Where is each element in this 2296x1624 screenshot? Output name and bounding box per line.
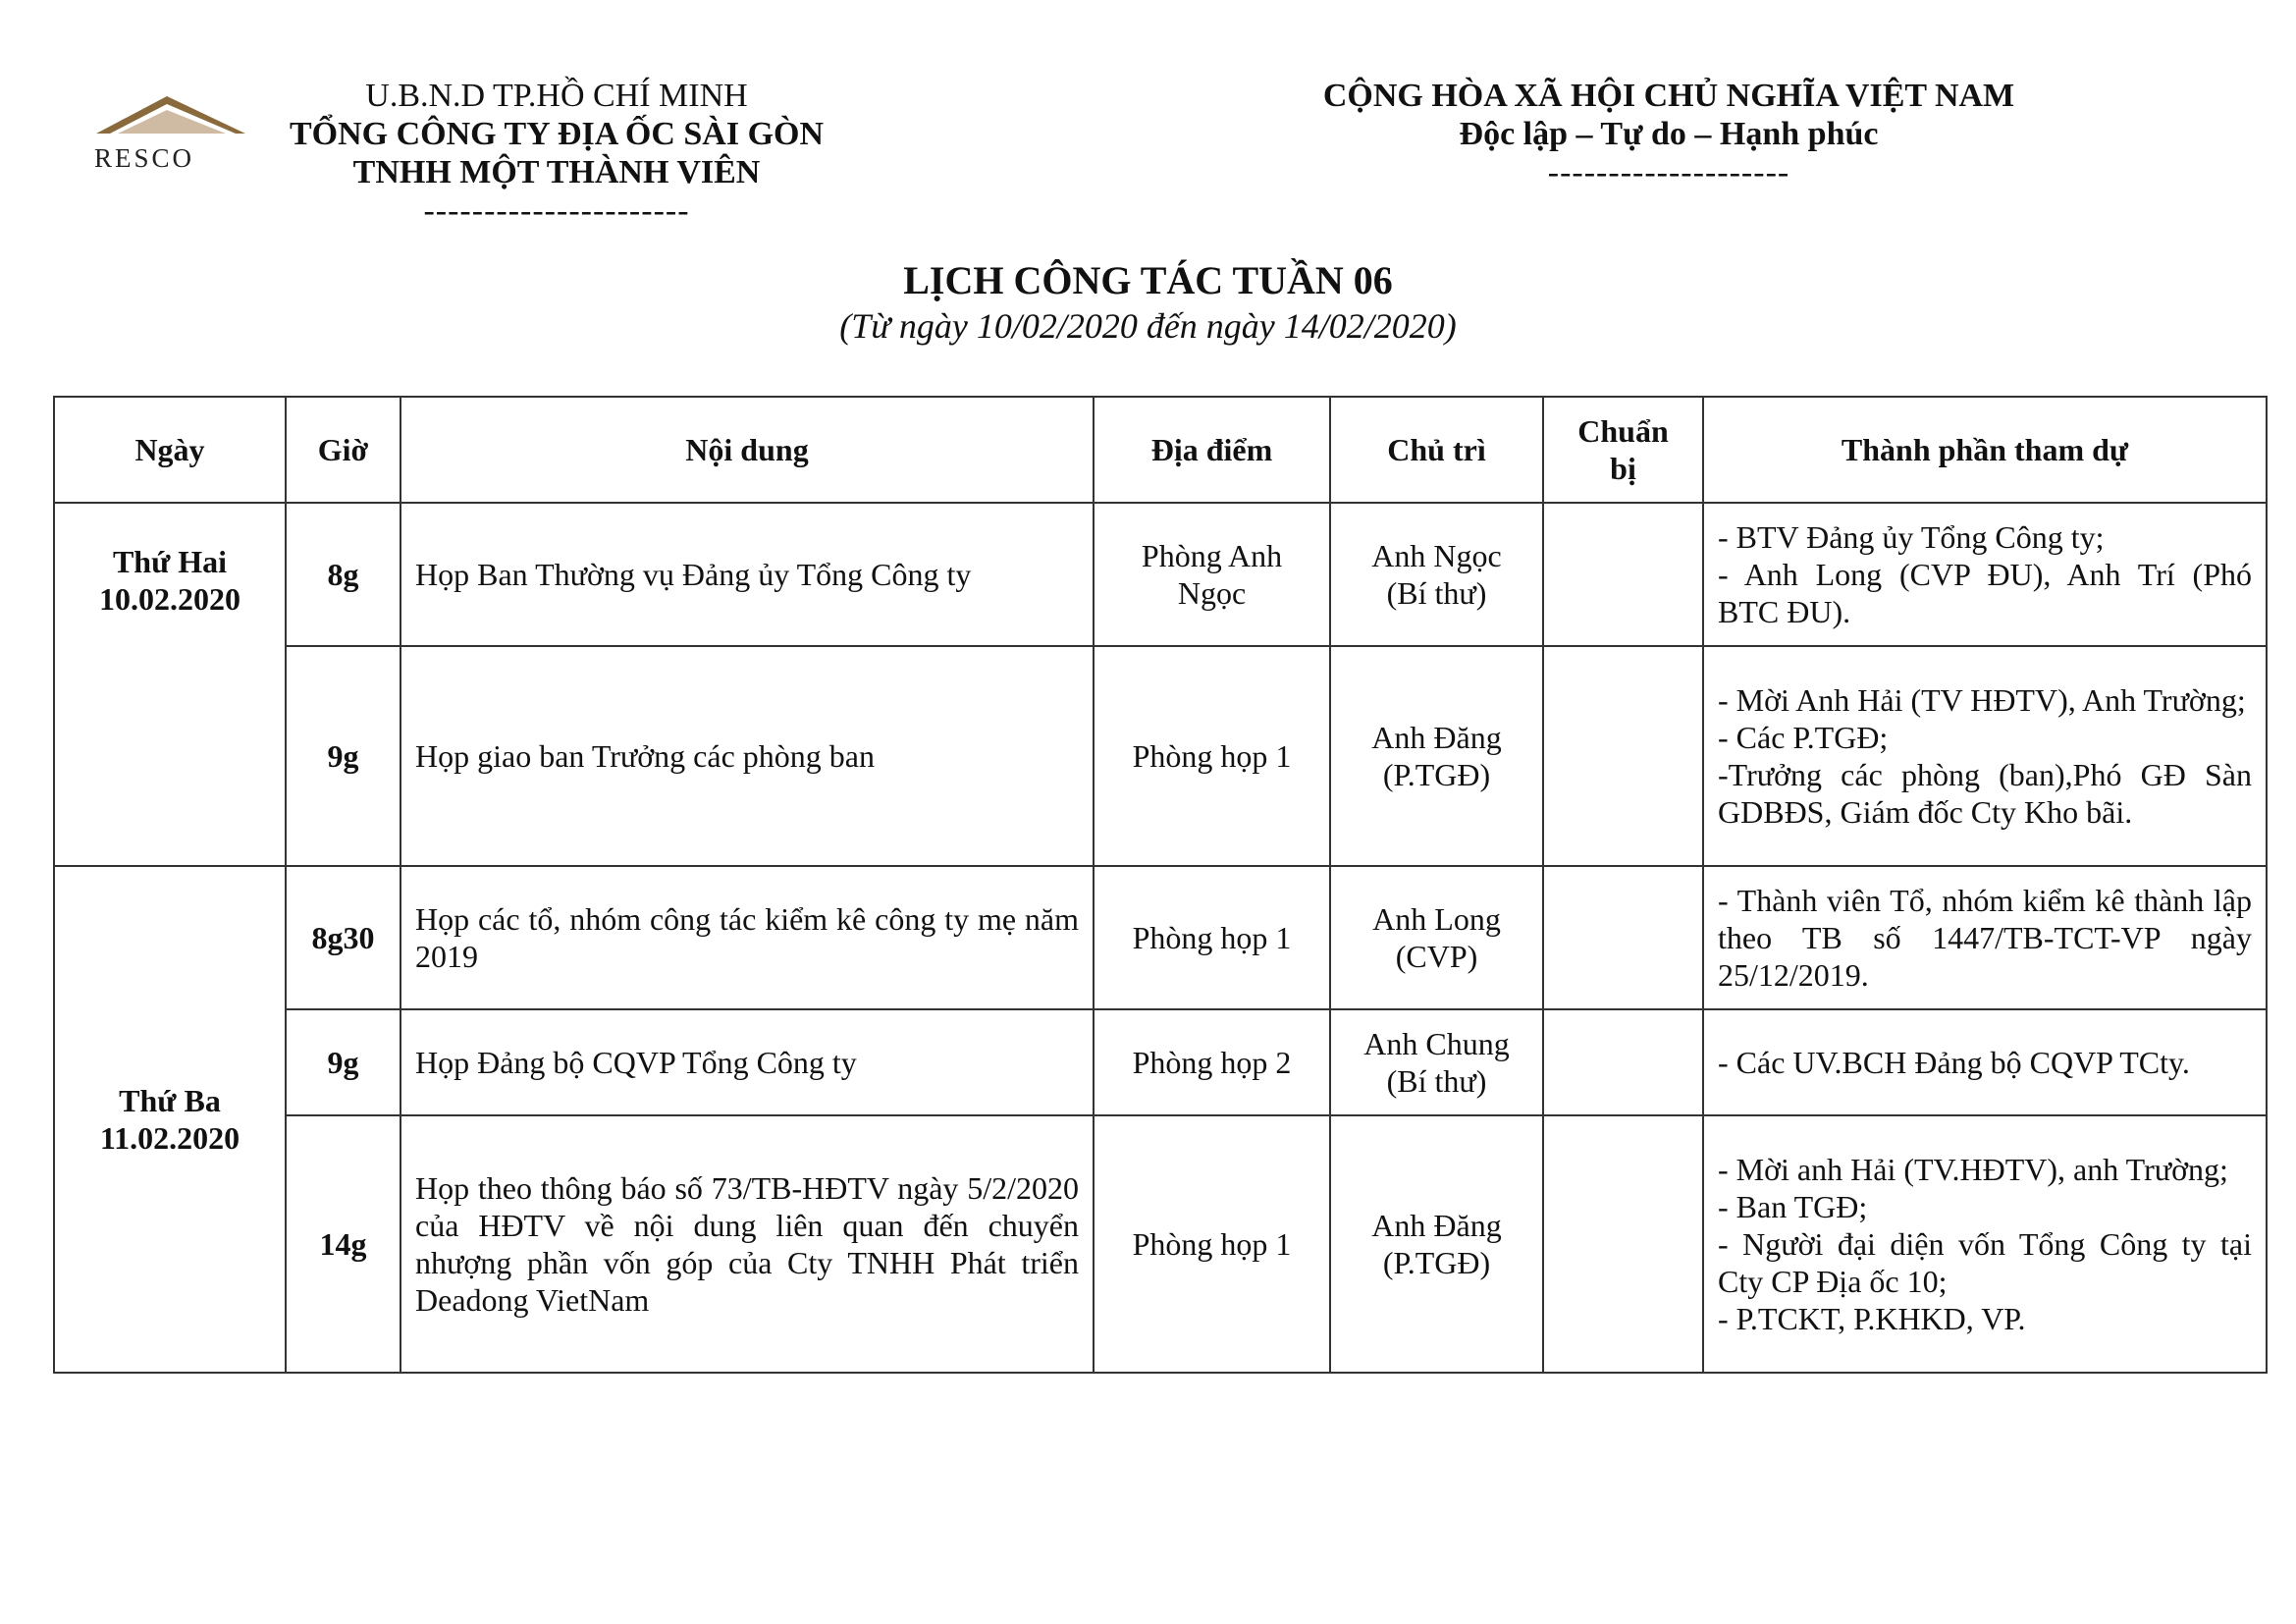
header-place: Địa điểm (1094, 397, 1330, 503)
document-title-block (0, 257, 2296, 348)
table-row (54, 503, 2267, 646)
attendee-line: - Các UV.BCH Đảng bộ CQVP TCty. (1718, 1045, 2190, 1080)
header-content: Nội dung (400, 397, 1094, 503)
header-prep: Chuẩn bị (1543, 397, 1703, 503)
resco-logo (88, 94, 255, 173)
place-cell: Phòng họp 2 (1094, 1009, 1330, 1115)
attendee-line: - Ban TGĐ; (1718, 1189, 1868, 1224)
organization-name (267, 77, 846, 230)
day-cell (54, 503, 286, 866)
day-date: 10.02.2020 (99, 581, 240, 617)
day-cell (54, 866, 286, 1373)
content-cell: Họp giao ban Trưởng các phòng ban (400, 646, 1094, 866)
prep-cell (1543, 503, 1703, 646)
document-title: LỊCH CÔNG TÁC TUẦN 06 (903, 258, 1393, 302)
host-cell (1330, 1115, 1543, 1373)
attendee-line: - Mời anh Hải (TV.HĐTV), anh Trường; (1718, 1152, 2228, 1187)
host-name: Anh Long (1372, 901, 1501, 937)
time-cell: 8g (286, 503, 400, 646)
day-date: 11.02.2020 (99, 1120, 240, 1156)
header-attendees: Thành phần tham dự (1703, 397, 2267, 503)
table-row (54, 866, 2267, 1009)
content-cell: Họp Đảng bộ CQVP Tổng Công ty (400, 1009, 1094, 1115)
logo-text: RESCO (94, 143, 195, 173)
host-name: Anh Chung (1363, 1026, 1510, 1061)
attendee-line: - BTV Đảng ủy Tổng Công ty; (1718, 519, 2105, 555)
attendee-line: - Mời Anh Hải (TV HĐTV), Anh Trường; (1718, 682, 2246, 718)
host-cell (1330, 1009, 1543, 1115)
attendee-line: - Các P.TGĐ; (1718, 720, 1889, 755)
host-cell (1330, 503, 1543, 646)
place-cell: Phòng họp 1 (1094, 646, 1330, 866)
time-cell: 8g30 (286, 866, 400, 1009)
place-cell: Phòng họp 1 (1094, 866, 1330, 1009)
host-role: (Bí thư) (1386, 1063, 1487, 1099)
authority-line: U.B.N.D TP.HỒ CHÍ MINH (365, 78, 748, 114)
time-cell: 9g (286, 646, 400, 866)
place-cell: Phòng Anh Ngọc (1094, 503, 1330, 646)
host-name: Anh Đăng (1371, 720, 1502, 755)
attendee-line: -Trưởng các phòng (ban),Phó GĐ Sàn GDBĐS, Giám đốc Cty Kho bãi. (1718, 757, 2252, 830)
host-cell (1330, 646, 1543, 866)
attendees-cell (1703, 1009, 2267, 1115)
table-row (54, 1115, 2267, 1373)
table-row (54, 646, 2267, 866)
time-cell: 14g (286, 1115, 400, 1373)
header-day: Ngày (54, 397, 286, 503)
place-cell: Phòng họp 1 (1094, 1115, 1330, 1373)
attendee-line: - Thành viên Tổ, nhóm kiểm kê thành lập theo TB số 1447/TB-TCT-VP ngày 25/12/2019. (1718, 883, 2252, 993)
attendees-cell (1703, 866, 2267, 1009)
schedule-table (53, 396, 2268, 1374)
day-name: Thứ Ba (119, 1083, 221, 1118)
table-header-row (54, 397, 2267, 503)
host-name: Anh Ngọc (1371, 538, 1502, 573)
document-subtitle: (Từ ngày 10/02/2020 đến ngày 14/02/2020) (839, 306, 1457, 346)
right-divider: -------------------- (1547, 154, 1790, 190)
time-cell: 9g (286, 1009, 400, 1115)
company-type-line: TNHH MỘT THÀNH VIÊN (352, 154, 761, 190)
content-cell: Họp theo thông báo số 73/TB-HĐTV ngày 5/2/2020 của HĐTV về nội dung liên quan đến chuyển nhượng phần vốn góp của Cty TNHH Phát triển Deadong VietNam (400, 1115, 1094, 1373)
host-role: (Bí thư) (1386, 575, 1487, 611)
attendees-cell (1703, 503, 2267, 646)
content-cell: Họp các tổ, nhóm công tác kiểm kê công ty mẹ năm 2019 (400, 866, 1094, 1009)
prep-cell (1543, 1009, 1703, 1115)
attendee-line: - P.TCKT, P.KHKD, VP. (1718, 1301, 2026, 1336)
host-role: (CVP) (1395, 939, 1478, 974)
host-role: (P.TGĐ) (1382, 757, 1491, 792)
national-motto: Độc lập – Tự do – Hạnh phúc (1459, 116, 1879, 152)
national-header (1296, 77, 2042, 191)
header-host: Chủ trì (1330, 397, 1543, 503)
left-divider: ---------------------- (423, 192, 690, 229)
host-name: Anh Đăng (1371, 1208, 1502, 1243)
host-cell (1330, 866, 1543, 1009)
attendee-line: - Người đại diện vốn Tổng Công ty tại Cty CP Địa ốc 10; (1718, 1226, 2252, 1299)
prep-cell (1543, 1115, 1703, 1373)
day-name: Thứ Hai (112, 544, 228, 579)
header-time: Giờ (286, 397, 400, 503)
attendees-cell (1703, 646, 2267, 866)
prep-cell (1543, 866, 1703, 1009)
attendee-line: - Anh Long (CVP ĐU), Anh Trí (Phó BTC ĐU). (1718, 557, 2252, 629)
content-cell: Họp Ban Thường vụ Đảng ủy Tổng Công ty (400, 503, 1094, 646)
host-role: (P.TGĐ) (1382, 1245, 1491, 1280)
prep-cell (1543, 646, 1703, 866)
national-title: CỘNG HÒA XÃ HỘI CHỦ NGHĨA VIỆT NAM (1322, 78, 2015, 114)
company-name-line: TỔNG CÔNG TY ĐỊA ỐC SÀI GÒN (289, 116, 825, 152)
table-row (54, 1009, 2267, 1115)
attendees-cell (1703, 1115, 2267, 1373)
